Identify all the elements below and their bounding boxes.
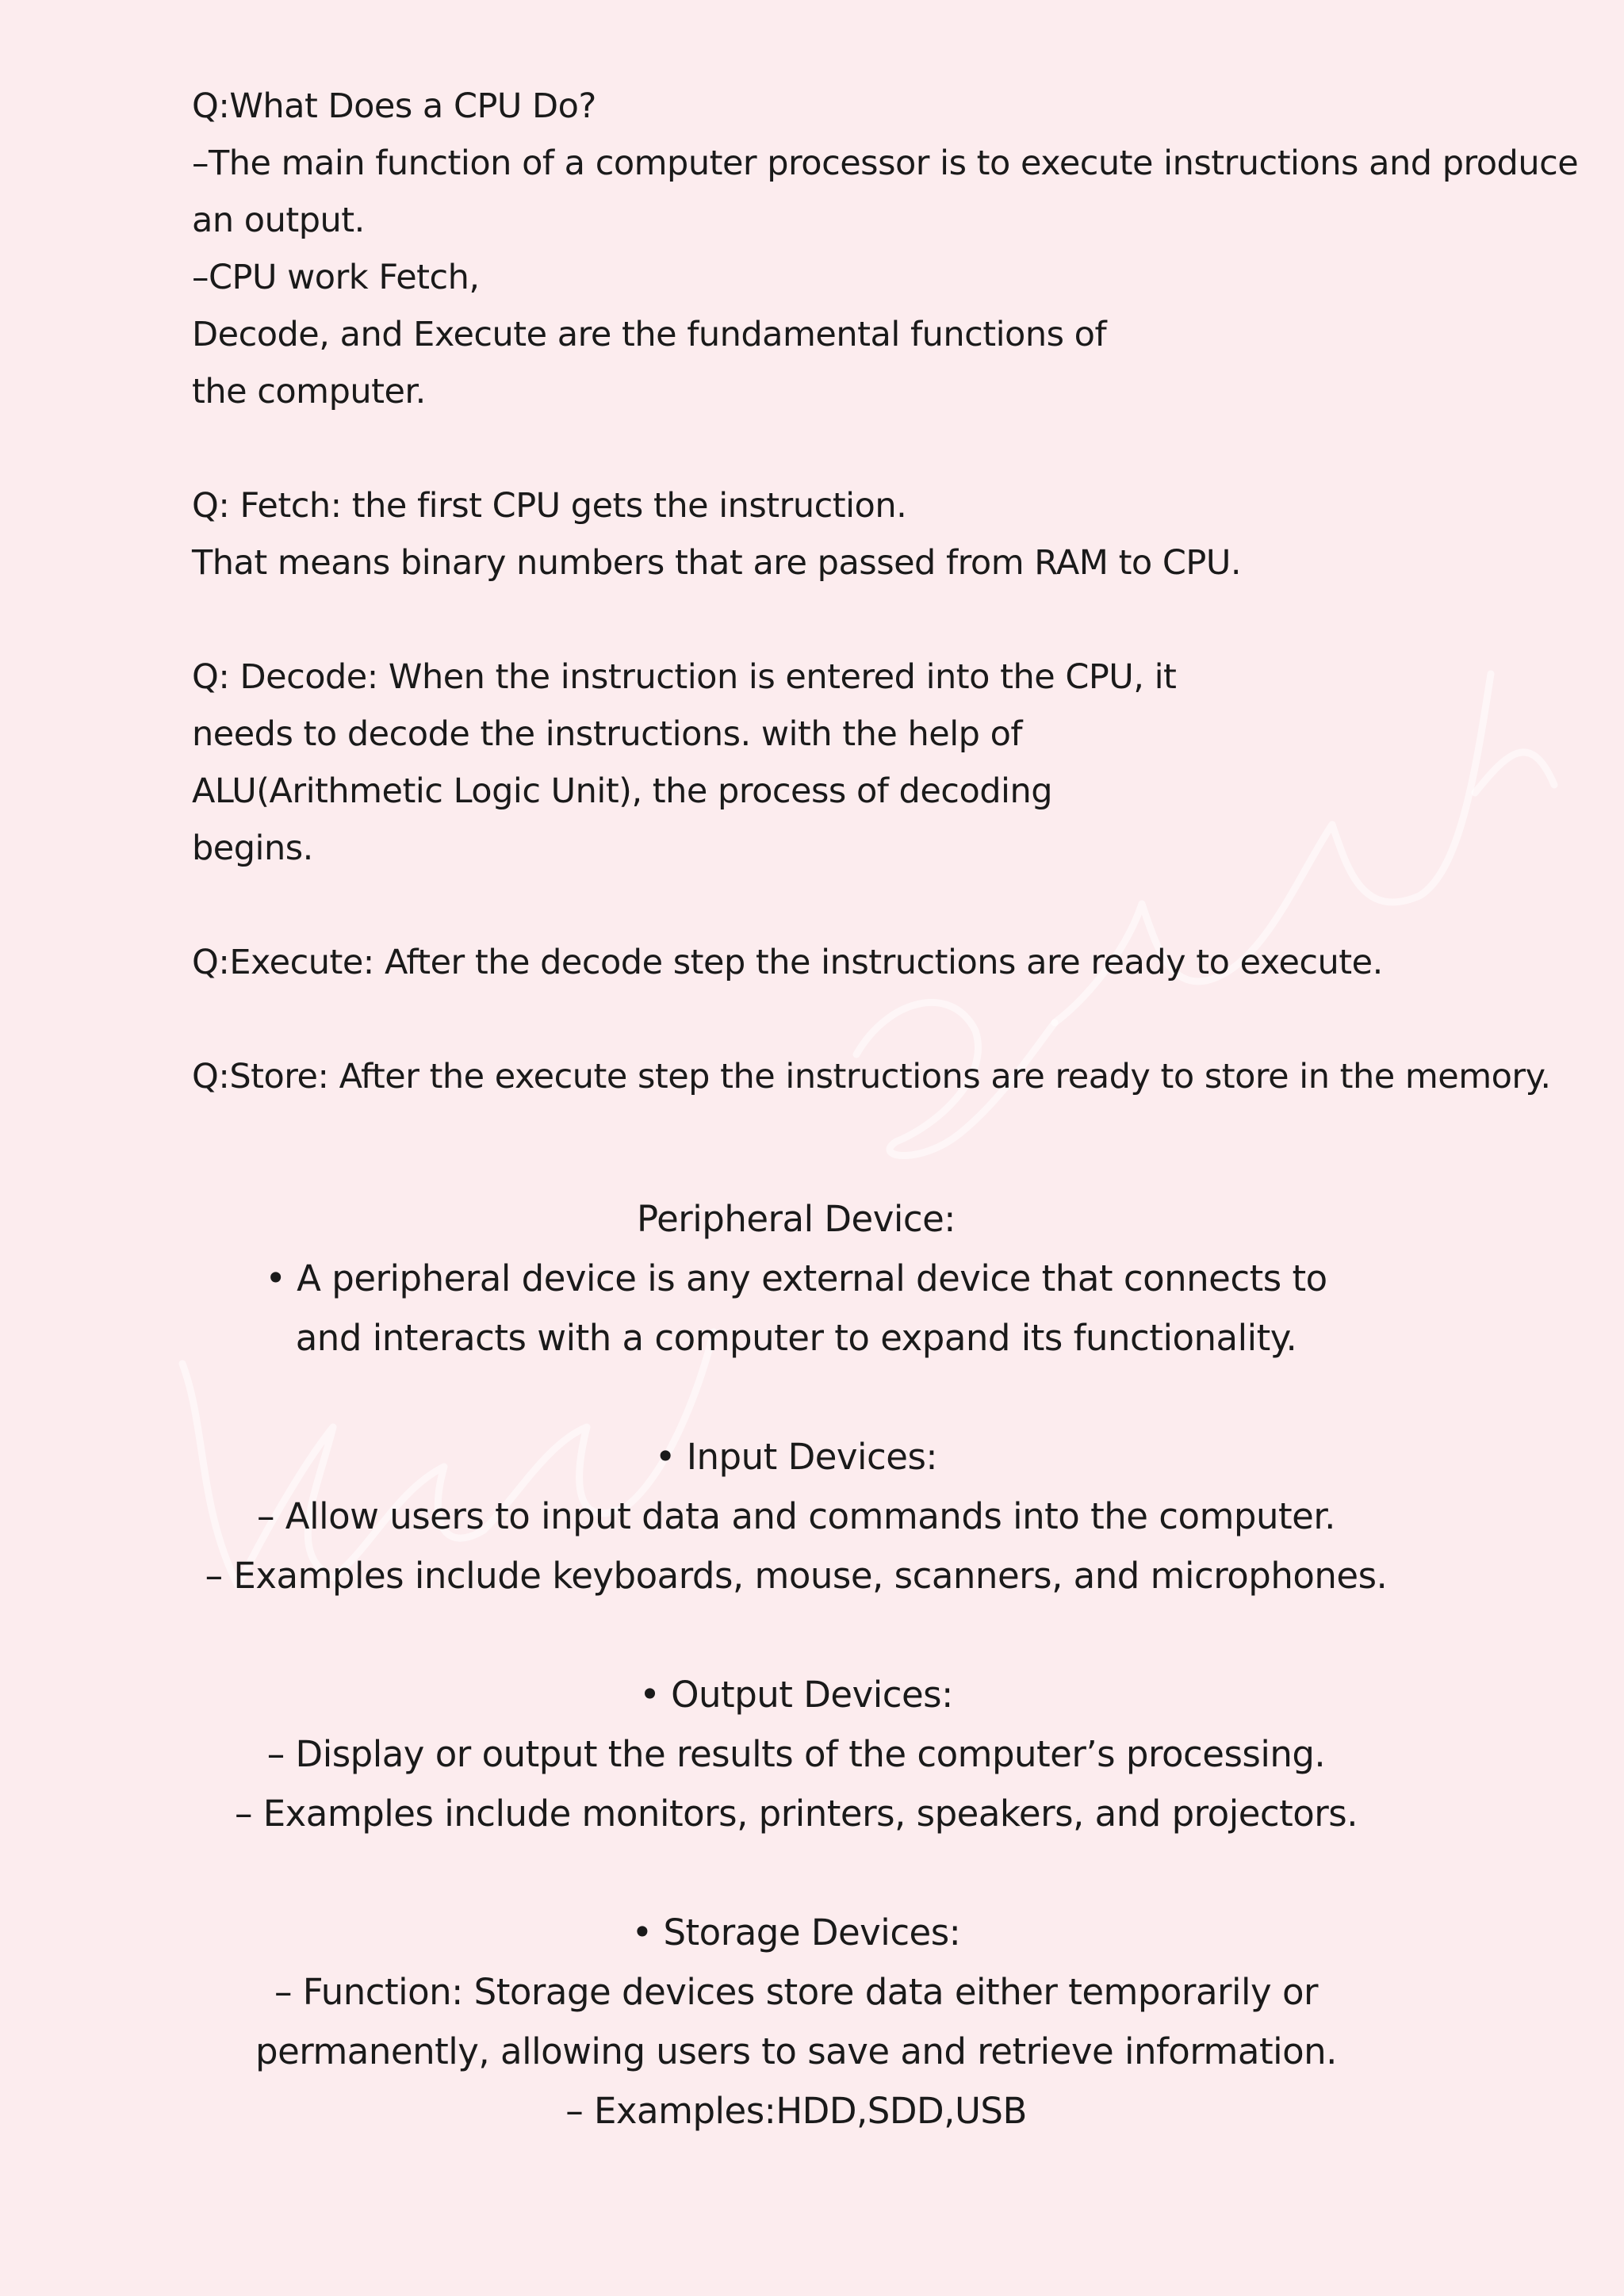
output-devices-paragraph: • Output Devices: – Display or output the results of the computer’s processing. – Examples include monitors, printers, speakers, and projectors. [234,1674,1358,1835]
execute-paragraph: Q:Execute: After the decode step the instructions are ready to execute. [192,943,1383,982]
store-paragraph: Q:Store: After the execute step the instructions are ready to store in the memory. [192,1057,1551,1096]
fetch-paragraph: Q: Fetch: the first CPU gets the instruction. That means binary numbers that are passed from RAM to CPU. [192,486,1242,583]
peripheral-device-paragraph: Peripheral Device: • A peripheral device is any external device that connects to and interacts with a computer to expand its functionality. [265,1198,1327,1359]
cpu-notes [192,78,1603,1105]
peripheral-notes [0,1189,1592,2141]
decode-paragraph: Q: Decode: When the instruction is entered into the CPU, it needs to decode the instructions. with the help of ALU(Arithmetic Logic Unit), the process of decoding begins. [192,657,1177,868]
input-devices-paragraph: • Input Devices: – Allow users to input data and commands into the computer. – Examples include keyboards, mouse, scanners, and microphones. [205,1436,1388,1597]
storage-devices-paragraph: • Storage Devices: – Function: Storage devices store data either temporarily or permanently, allowing users to save and retrieve information. – Examples:HDD,SDD,USB [255,1911,1337,2132]
cpu-function-paragraph: Q:What Does a CPU Do? –The main function of a computer processor is to execute instructions and produce an output. –CPU work Fetch, Decode, and Execute are the fundamental functions of the computer. [192,86,1579,411]
